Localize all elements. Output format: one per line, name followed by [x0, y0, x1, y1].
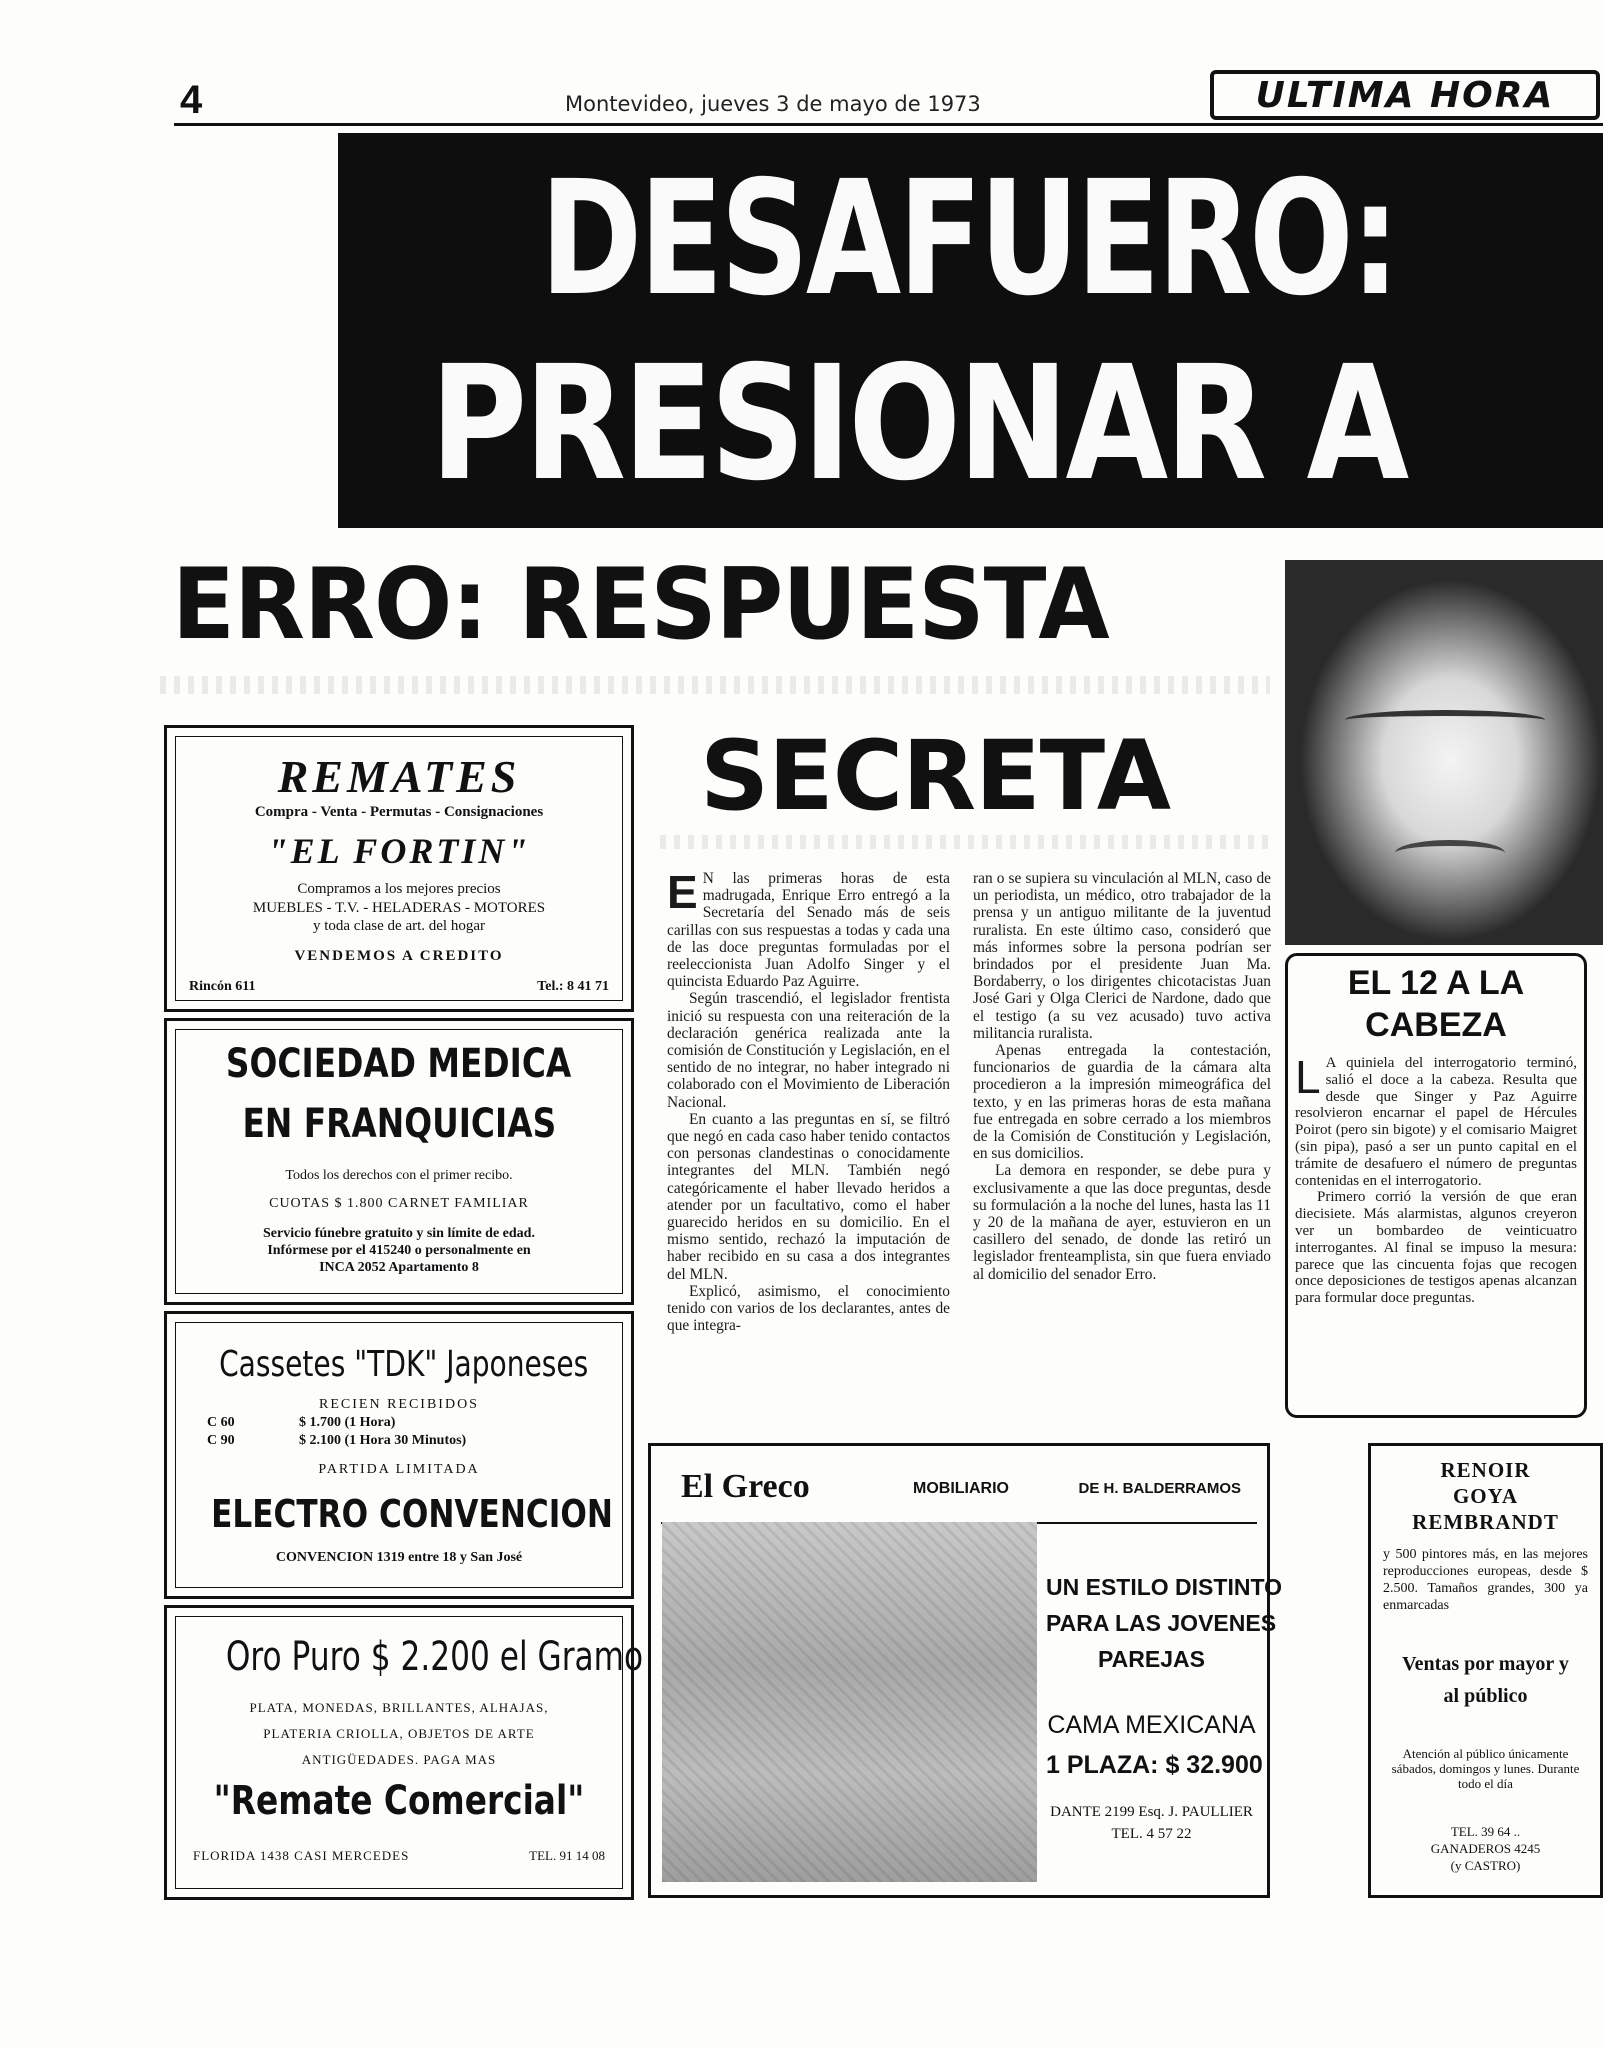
masthead-rule	[174, 123, 1603, 126]
ad-tdk-row1-price: $ 1.700 (1 Hora)	[299, 1415, 396, 1430]
ad-tdk-store: ELECTRO CONVENCION	[211, 1492, 613, 1536]
ad-greco-slogan2: PARA LAS JOVENES	[1046, 1610, 1277, 1636]
ad-tdk-subtitle: RECIEN RECIBIDOS	[319, 1397, 479, 1412]
ad-greco-owner: DE H. BALDERRAMOS	[1078, 1480, 1241, 1497]
headline-line-4: SECRETA	[700, 720, 1170, 832]
headline-line-3: ERRO: RESPUESTA	[172, 548, 1109, 662]
portrait-photo	[1285, 560, 1603, 945]
ad-remates-line1: Compramos a los mejores precios	[297, 881, 501, 897]
sidebar-title: EL 12 A LA CABEZA	[1347, 964, 1525, 1044]
ad-remates	[164, 725, 634, 1012]
ad-greco-address: DANTE 2199 Esq. J. PAULLIER	[1050, 1804, 1253, 1820]
ad-sociedad-line7: INCA 2052 Apartamento 8	[319, 1260, 479, 1275]
ad-oro-address: FLORIDA 1438 CASI MERCEDES	[193, 1848, 410, 1863]
ad-renoir-extra: (y CASTRO)	[1450, 1858, 1521, 1873]
headline-line-2: PRESIONAR A	[430, 332, 1406, 516]
headline-line-1: DESAFUERO:	[540, 147, 1397, 331]
ad-sociedad-line2: EN FRANQUICIAS	[242, 1101, 556, 1147]
article-col2-p1: ran o se supiera su vinculación al MLN, caso de un periodista, un médico, otro trabajador de la prensa y un antiguo militante de la juventud ruralista. En este último caso, consideró que más informes sobre la persona podrían ser brindados por el presidente Juan Ma. Bordaberry, o los dirigentes chicotacistas Juan José Gari y Olga Clerici de Nardone, dado que el testigo (a su vez acusado) tuvo activa militancia ruralista.	[973, 870, 1271, 1042]
article-col1-p1: E N las primeras horas de esta madrugada, Enrique Erro entregó a la Secretaría del Senado más de seis carillas con sus respuestas a todas y cada una de las doce preguntas formuladas por el reeleccionista Juan Adolfo Singer y el quincista Eduardo Paz Aguirre.	[667, 866, 950, 991]
ad-greco-product: CAMA MEXICANA	[1047, 1711, 1256, 1739]
ad-remates-title: REMATES	[277, 751, 521, 802]
ad-remates-line4: VENDEMOS A CREDITO	[294, 948, 504, 964]
ad-renoir-line1: RENOIR	[1440, 1458, 1531, 1482]
portrait-mouth	[1395, 840, 1505, 866]
ad-greco-brand: El Greco	[681, 1468, 810, 1505]
print-smudge	[160, 676, 1270, 694]
article-column-1	[667, 866, 950, 1335]
ad-sociedad-line5: Servicio fúnebre gratuito y sin límite de edad.	[263, 1226, 535, 1241]
ad-renoir-body: y 500 pintores más, en las mejores reproducciones europeas, desde $ 2.500. Tamaños grandes, 300 ya enmarcadas	[1383, 1547, 1588, 1613]
ad-tdk-partida: PARTIDA LIMITADA	[318, 1462, 480, 1477]
ad-tdk-row2-code: C 90	[207, 1433, 235, 1448]
sidebar-drop-cap: L	[1295, 1051, 1321, 1103]
ad-renoir-address: GANADEROS 4245	[1430, 1841, 1541, 1856]
ad-oro-line3: ANTIGÜEDADES. PAGA MAS	[301, 1752, 497, 1767]
ad-remates-services: Compra - Venta - Permutas - Consignaciones	[254, 804, 544, 820]
print-smudge	[660, 835, 1270, 849]
ad-tdk-address: CONVENCION 1319 entre 18 y San José	[275, 1550, 523, 1565]
ad-oro-title: Oro Puro $ 2.200 el Gramo	[225, 1634, 644, 1680]
ad-remates-line3: y toda clase de art. del hogar	[312, 918, 485, 934]
ad-greco-category: MOBILIARIO	[913, 1480, 1009, 1497]
ad-oro-line1: PLATA, MONEDAS, BRILLANTES, ALHAJAS,	[249, 1700, 549, 1715]
ad-remates-name: "EL FORTIN"	[267, 831, 531, 871]
portrait-eyes	[1345, 710, 1545, 730]
ad-renoir-tel: TEL. 39 64 ..	[1450, 1824, 1521, 1839]
ad-sociedad-line1: SOCIEDAD MEDICA	[226, 1041, 572, 1087]
ad-greco-phone: TEL. 4 57 22	[1111, 1826, 1192, 1842]
article-col1-p4: Explicó, asimismo, el conocimiento tenido con varios de los declarantes, antes de que integra-	[667, 1282, 950, 1335]
sidebar-p1: L A quiniela del interrogatorio terminó, salió el doce a la cabeza. Resulta que desde que Singer y Paz Aguirre resolvieron encarnar el papel de Hércules Poirot (pero sin bigote) y el comisario Maigret (sin pipa), pasó a ser un punto capital en el trámite de desafuero el número de preguntas contenidas en el interrogatorio.	[1295, 1051, 1577, 1189]
ad-oro-name: "Remate Comercial"	[213, 1778, 585, 1824]
ad-sociedad-line4: CUOTAS $ 1.800 CARNET FAMILIAR	[269, 1196, 529, 1211]
ad-sociedad-line6: Infórmese por el 415240 o personalmente en	[267, 1243, 531, 1258]
ad-remates-line2: MUEBLES - T.V. - HELADERAS - MOTORES	[252, 900, 546, 916]
ad-tdk-row1-code: C 60	[207, 1415, 235, 1430]
article-drop-cap: E	[667, 866, 698, 918]
ad-tdk-row2-price: $ 2.100 (1 Hora 30 Minutos)	[299, 1433, 467, 1448]
ad-renoir-goya-rembrandt	[1368, 1443, 1603, 1898]
ad-remates-address: Rincón 611	[189, 979, 256, 994]
ad-renoir-sales: Ventas por mayor y al público	[1402, 1653, 1569, 1707]
sidebar-text	[1295, 1051, 1577, 1307]
page-number: 4	[180, 78, 203, 122]
ad-oro-phone: TEL. 91 14 08	[529, 1848, 605, 1863]
ad-renoir-line3: REMBRANDT	[1412, 1510, 1559, 1534]
ad-greco-slogan3: PAREJAS	[1098, 1646, 1205, 1672]
sidebar-p2: Primero corrió la versión de que eran diecisiete. Más alarmistas, algunos creyeron ver un bombardeo de veinticuatro interrogantes. Al final se impuso la mesura: parece que las cincuenta fojas que recogen once deposiciones de testigos apenas alcanzan para formular doce preguntas.	[1295, 1189, 1577, 1307]
ad-tdk-title: Cassetes "TDK" Japoneses	[219, 1344, 589, 1385]
ad-greco-price: 1 PLAZA: $ 32.900	[1046, 1751, 1263, 1779]
ad-remates-phone: Tel.: 8 41 71	[537, 979, 609, 994]
article-col1-p3: En cuanto a las preguntas en sí, se filtró que negó en cada caso haber tenido contactos con personas clandestinas o conocidamente integrantes del MLN. También negó categóricamente el haber llevado heridos a atender por un facultativo, como el haber guarecido heridos en su domicilio. En el mismo sentido, rechazó la imputación de haber recibido en su casa a dos integrantes del MLN.	[667, 1110, 950, 1283]
dateline: Montevideo, jueves 3 de mayo de 1973	[565, 92, 981, 116]
article-col2-p3: La demora en responder, se debe pura y exclusivamente a que las doce preguntas, desde su formulación a la noche del lunes, hasta las 11 y 20 de la mañana de ayer, estuvieron en un casillero del senado, de donde las retiró un legislador frenteamplista, sin que fuera enviado al domicilio del senador Erro.	[973, 1162, 1271, 1283]
ad-renoir-line2: GOYA	[1452, 1484, 1519, 1508]
newspaper-logo: ULTIMA HORA	[1210, 70, 1600, 120]
article-column-2	[973, 870, 1271, 1283]
ad-tdk-cassettes	[164, 1311, 634, 1599]
ad-sociedad-line3: Todos los derechos con el primer recibo.	[285, 1168, 513, 1183]
ad-oro-puro	[164, 1605, 644, 1900]
ad-oro-line2: PLATERIA CRIOLLA, OBJETOS DE ARTE	[263, 1726, 535, 1741]
article-col1-p2: Según trascendió, el legislador frentista inició su respuesta con una reiteración de la declaración genérica realizada ante la comisión de Constitución y Legislación, en el sentido de no integrar, no haber integrado ni colaborado con el Movimiento de Liberación Nacional.	[667, 990, 950, 1111]
ad-sociedad-medica	[164, 1018, 634, 1305]
article-col2-p2: Apenas entregada la contestación, funcionarios de guardia de la cámara alta procedieron a la impresión mimeográfica del texto, y en las primeras horas de esta mañana fue entregada en sobre cerrado a los miembros de la Comisión de Constitución y Legislación, en sus domicilios.	[973, 1042, 1271, 1163]
ad-greco-slogan1: UN ESTILO DISTINTO	[1046, 1574, 1282, 1600]
bedroom-furniture-photo	[662, 1522, 1037, 1882]
ad-renoir-hours: Atención al público únicamente sábados, domingos y lunes. Durante todo el día	[1391, 1746, 1580, 1791]
